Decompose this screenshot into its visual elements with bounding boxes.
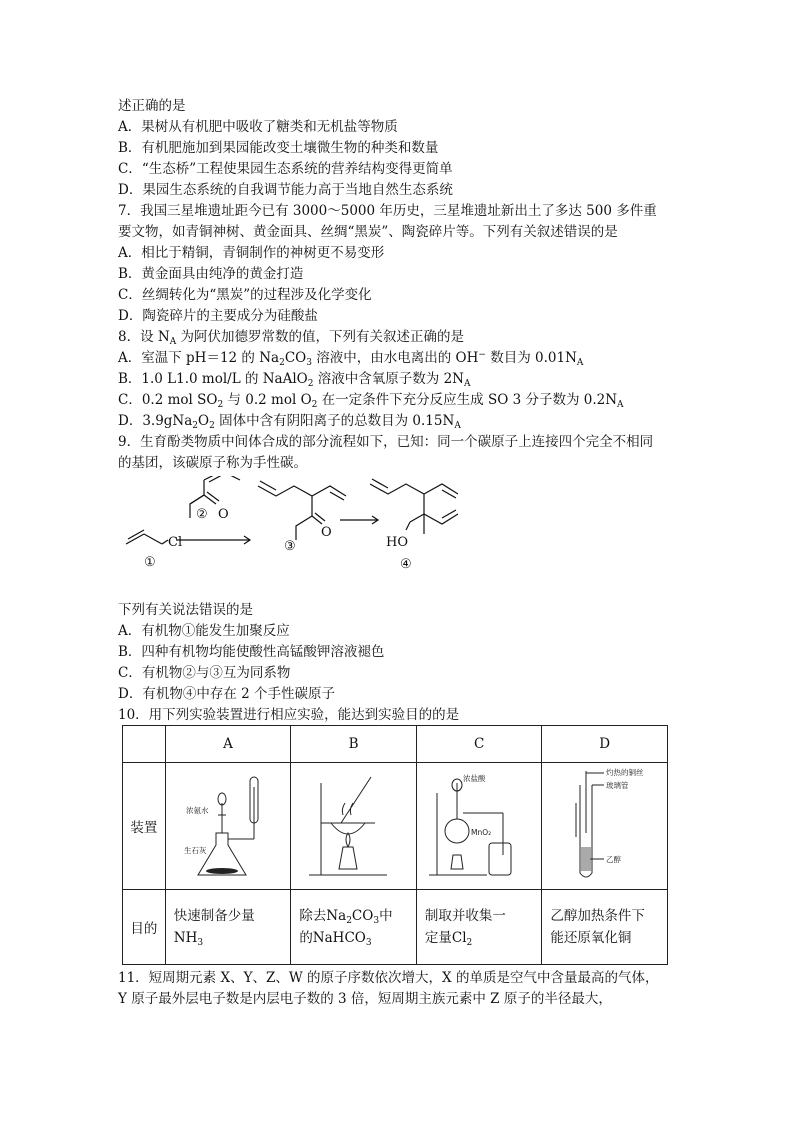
q6-option-a: A．果树从有机肥中吸收了糖类和无机盐等物质 (118, 119, 398, 135)
header-empty (123, 726, 166, 763)
q6-option-d: D．果园生态系统的自我调节能力高于当地自然生态系统 (118, 182, 453, 198)
compound2-vinyl (204, 476, 240, 480)
alcohol-lamp-b (339, 847, 357, 869)
compound3-chain (258, 486, 312, 516)
compound4-vinyl-bottom (424, 514, 458, 524)
label-compound2: ② (196, 507, 208, 522)
label-ethanol: 乙醇 (606, 855, 622, 864)
label-compound1: ① (144, 555, 156, 570)
label-lime: 生石灰 (183, 846, 207, 855)
q9-option-d: D．有机物④中存在 2 个手性碳原子 (118, 686, 335, 702)
q10-stem: 10．用下列实验装置进行相应实验，能达到实验目的的是 (118, 707, 460, 723)
reaction-scheme (118, 476, 678, 596)
compound1-cl: Cl (168, 535, 183, 550)
gas-bottle-c (489, 843, 511, 875)
apparatus-table (122, 725, 668, 965)
header-d: D (542, 726, 668, 763)
label-compound3: ③ (284, 539, 296, 554)
apparatus-a (165, 763, 291, 890)
label-mno2: MnO₂ (470, 828, 491, 837)
q7-option-d: D．陶瓷碎片的主要成分为硅酸盐 (118, 308, 318, 324)
q11-line2: Y 原子最外层电子数是内层电子数的 3 倍，短周期主族元素中 Z 原子的半径最大， (118, 991, 612, 1007)
apparatus-row (123, 763, 668, 890)
compound4-oh-bond (406, 522, 410, 530)
q9-option-b: B．四种有机物均能使酸性高锰酸钾溶液褪色 (118, 644, 385, 660)
q9-option-c: C．有机物②与③互为同系物 (118, 665, 291, 681)
label-hcl: 浓盐酸 (462, 774, 486, 783)
q6-option-b: B．有机肥施加到果园能改变土壤微生物的种类和数量 (118, 140, 439, 156)
label-tube: 玻璃管 (606, 781, 629, 790)
compound4-chain (370, 484, 424, 514)
lime-solid-a (206, 868, 238, 874)
q7-option-a: A．相比于精铜，青铜制作的神树更不易变形 (118, 245, 385, 261)
label-compound4: ④ (400, 557, 412, 572)
q7-option-b: B．黄金面具由纯净的黄金打造 (118, 266, 304, 282)
q11-block (118, 968, 678, 1010)
apparatus-b-figure (291, 763, 409, 885)
q8-option-b: B．1.0 L1.0 mol/L 的 NaAlO$_2$ 溶液中含氧原子数为 $2N_A$ (118, 371, 471, 389)
q8-option-c: C．0.2 mol $SO_2$ 与 0.2 mol $O_2$ 在一定条件下充分反应生成 SO 3 分子数为 $0.2N_A$ (118, 392, 624, 410)
q6-option-c: C．“生态桥”工程使果园生态系统的营养结构变得更简单 (118, 161, 453, 177)
q7-option-c: C．丝绸转化为“黑炭”的过程涉及化学变化 (118, 287, 372, 303)
compound4-methyl (410, 514, 424, 522)
header-b: B (291, 726, 417, 763)
header-a: A (165, 726, 291, 763)
apparatus-c-figure (417, 763, 535, 885)
aim-b: 除去$Na_2CO_3$中 的NaHCO$_3$ (291, 890, 417, 965)
compound2-chain (190, 480, 204, 504)
glass-rod-b (341, 777, 371, 823)
compound3-o: O (321, 525, 332, 540)
q8-stem: 8．设 $N_A$ 为阿伏加德罗常数的值，下列有关叙述正确的是 (118, 329, 464, 347)
ethanol-liquid-d (581, 847, 591, 871)
aim-row (123, 890, 668, 965)
q8-option-d: D．$3.9gNa_2O_2$ 固体中含有阴阳离子的总数目为 $0.15N_A$ (118, 413, 461, 431)
aim-c: 制取并收集一 定量$Cl_2$ (416, 890, 542, 965)
row-label-aim: 目的 (123, 890, 166, 965)
q7-stem-line1: 7．我国三星堆遗址距今已有 3000～5000 年历史，三星堆遗址新出土了多达 500 多件重 (118, 203, 657, 219)
apparatus-a-figure (166, 763, 284, 885)
flame-b (346, 833, 350, 847)
label-ammonia: 浓氨水 (185, 806, 209, 815)
exam-page (118, 96, 678, 726)
compound4-ho: HO (386, 535, 408, 550)
apparatus-c (416, 763, 542, 890)
label-wire: 灼热的铜丝 (606, 768, 644, 777)
aim-d: 乙醇加热条件下 能还原氧化铜 (542, 890, 668, 965)
compound4-vinyl-top (424, 484, 458, 494)
compound3-vinyl (312, 486, 346, 496)
apparatus-d (542, 763, 668, 890)
q6-stem-tail: 述正确的是 (118, 98, 186, 114)
flask-c (445, 819, 469, 843)
q9-option-a: A．有机物①能发生加聚反应 (118, 623, 290, 639)
q9-stem-line2: 的基团，该碳原子称为手性碳。 (118, 455, 307, 471)
apparatus-b (291, 763, 417, 890)
compound1-double-bond (128, 530, 144, 539)
reaction-scheme-svg (118, 476, 678, 596)
q8-option-a: A．室温下 pH＝12 的 $Na_2CO_3$ 溶液中，由水电离出的 OH− 数目为 $0.01N_A$ (118, 350, 584, 368)
compound2-carbonyl (204, 495, 216, 504)
header-c: C (416, 726, 542, 763)
compound2-o: O (218, 507, 229, 522)
table-header-row (123, 726, 668, 763)
row-label-apparatus: 装置 (123, 763, 166, 890)
q7-stem-line2: 要文物，如青铜神树、黄金面具、丝绸“黑炭”、陶瓷碎片等。下列有关叙述错误的是 (118, 224, 618, 240)
apparatus-d-figure (542, 763, 660, 885)
compound3-methyl (296, 516, 312, 540)
q11-line1: 11．短周期元素 X、Y、Z、W 的原子序数依次增大，X 的单质是空气中含量最高的气体， (118, 970, 659, 986)
q9-question: 下列有关说法错误的是 (118, 602, 253, 618)
q9-stem-line1: 9．生育酚类物质中间体合成的部分流程如下，已知：同一个碳原子上连接四个完全不相同 (118, 434, 654, 450)
aim-a: 快速制备少量 $NH_3$ (165, 890, 291, 965)
compound1-skeleton (126, 534, 162, 544)
